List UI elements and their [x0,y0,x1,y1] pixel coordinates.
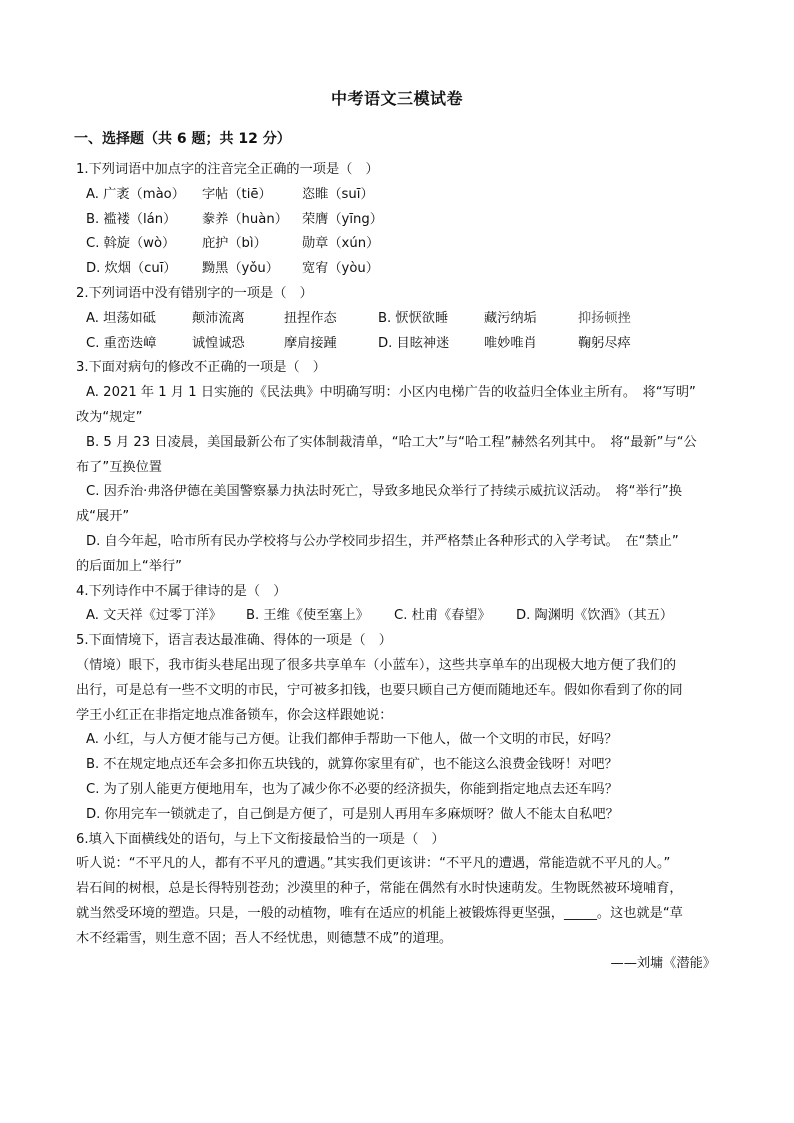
passage-source: ——刘墉《潜能》 [610,955,716,971]
question-3-option-d-line1: D. 自今年起，哈市所有民办学校将与公办学校同步招生，并严格禁止各种形式的入学考试。 在“禁止” [86,533,679,549]
question-1-option-c [76,232,724,257]
option-word: A. 坦荡如砥 [86,310,156,326]
question-1-option-a [76,183,724,208]
question-5-option-b: B. 不在规定地点还车会多扣你五块钱的，就算你家里有矿，也不能这么浪费金钱呀！对吧？ [86,757,618,773]
option-word: 扭捏作态 [284,310,337,326]
option-word: 摩肩接踵 [284,335,337,351]
question-3-option-b-line2: 布了”互换位置 [76,459,162,475]
option-word: B. 恹恹欲睡 [378,310,449,326]
question-4-options [76,604,724,629]
option-word: 豢养（huàn） [202,211,288,227]
section-heading: 一、选择题（共 6 题；共 12 分） [74,131,291,147]
question-5-context-line: （情境）眼下，我市街头巷尾出现了很多共享单车（小蓝车），这些共享单车的出现极大地方便了我们的 [76,657,677,673]
option-word: A. 广袤（mào） [86,186,185,202]
question-5-option-c: C. 为了别人能更方便地用车，也为了减少你不必要的经济损失，你能到指定地点去还车吗？ [86,781,618,797]
question-5-option-d: D. 你用完车一锁就走了，自己倒是方便了，可是别人再用车多麻烦呀？做人不能太自私吧？ [86,806,619,822]
page-title: 中考语文三模试卷 [330,89,463,108]
option-word: 黝黑（yǒu） [202,261,279,277]
option-word: C. 重峦迭嶂 [86,335,157,351]
option-word: 鞠躬尽瘁 [578,335,631,351]
option-d: D. 陶渊明《饮酒》（其五） [516,608,673,624]
option-word: 荣膺（yīng） [302,211,383,227]
option-word: 勋章（xún） [302,236,380,252]
question-3-option-c-line1: C. 因乔治·弗洛伊德在美国警察暴力执法时死亡，导致多地民众举行了持续示威抗议活动。 将“举行”换 [86,484,682,500]
question-6-passage-line: 听人说：“不平凡的人，都有不平凡的遭遇。”其实我们更该讲：“不平凡的遭遇，常能造就不平凡的人。” [76,856,671,872]
option-word: 唯妙唯肖 [484,335,537,351]
option-word: 抑扬顿挫 [578,310,631,326]
passage-text: 就当然受环境的塑造。只是，一般的动植物，唯有在适应的机能上被锻炼得更坚强， [76,905,564,921]
option-word: D. 炊烟（cuī） [86,261,177,277]
option-word: B. 褴褛（lán） [86,211,177,227]
question-6-passage-line: 岩石间的树根，总是长得特别苍劲；沙漠里的种子，常能在偶然有水时快速萌发。生物既然被环境哺育， [76,881,683,897]
question-3-stem: 3.下面对病句的修改不正确的一项是（ ） [76,360,326,376]
question-6-passage-line: 木不经霜雪，则生意不固；吾人不经忧患，则德慧不成”的道理。 [76,930,453,946]
option-word: C. 斡旋（wò） [86,236,176,252]
question-list [76,158,724,976]
question-2-options-cd [76,332,724,357]
question-5-stem: 5.下面情境下，语言表达最准确、得体的一项是（ ） [76,633,392,649]
question-2-stem: 2.下列词语中没有错别字的一项是（ ） [76,285,313,301]
option-word: 字帖（tiē） [202,186,272,202]
option-word: 藏污纳垢 [484,310,537,326]
question-3-option-a-line1: A. 2021 年 1 月 1 日实施的《民法典》中明确写明：小区内电梯广告的收益归全体业主所有。 将“写明” [86,385,696,401]
question-5-context-line: 出行，可是总有一些不文明的市民，宁可被多扣钱，也要只顾自己方便而随地还车。假如你看到了你的同 [76,682,683,698]
question-3-option-d-line2: 的后面加上“举行” [76,558,182,574]
option-word: 宽宥（yòu） [302,261,379,277]
question-5-option-a: A. 小红，与人方便才能与己方便。让我们都伸手帮助一下他人，做一个文明的市民，好吗？ [86,732,618,748]
question-3-option-c-line2: 成“展开” [76,509,130,525]
answer-blank: _____ [563,905,597,921]
option-b: B. 王维《使至塞上》 [246,608,369,624]
question-1-option-d [76,257,724,282]
question-1-stem: 1.下列词语中加点字的注音完全正确的一项是（ ） [76,162,379,177]
question-2-options-ab [76,307,724,332]
question-5-context-line: 学王小红正在非指定地点准备锁车，你会这样跟她说： [76,707,393,723]
passage-text: 。这也就是“草 [596,905,683,921]
option-word: 恣睢（suī） [302,186,374,202]
question-3-option-a-line2: 改为“规定” [76,409,143,425]
question-6-passage-line [76,902,724,927]
option-word: 颠沛流离 [192,310,245,326]
question-1-option-b [76,208,724,233]
option-a: A. 文天祥《过零丁洋》 [86,608,222,624]
question-3-option-b-line1: B. 5 月 23 日凌晨，美国最新公布了实体制裁清单，“哈工大”与“哈工程”赫然名列其中。 将“最新”与“公 [86,434,697,450]
option-word: 庇护（bì） [202,236,267,252]
question-4-stem: 4.下列诗作中不属于律诗的是（ ） [76,583,287,599]
option-c: C. 杜甫《春望》 [394,608,491,624]
option-word: D. 目眩神迷 [378,335,450,351]
option-word: 诚惶诚恐 [192,335,245,351]
question-6-stem: 6.填入下面横线处的语句，与上下文衔接最恰当的一项是（ ） [76,831,445,847]
